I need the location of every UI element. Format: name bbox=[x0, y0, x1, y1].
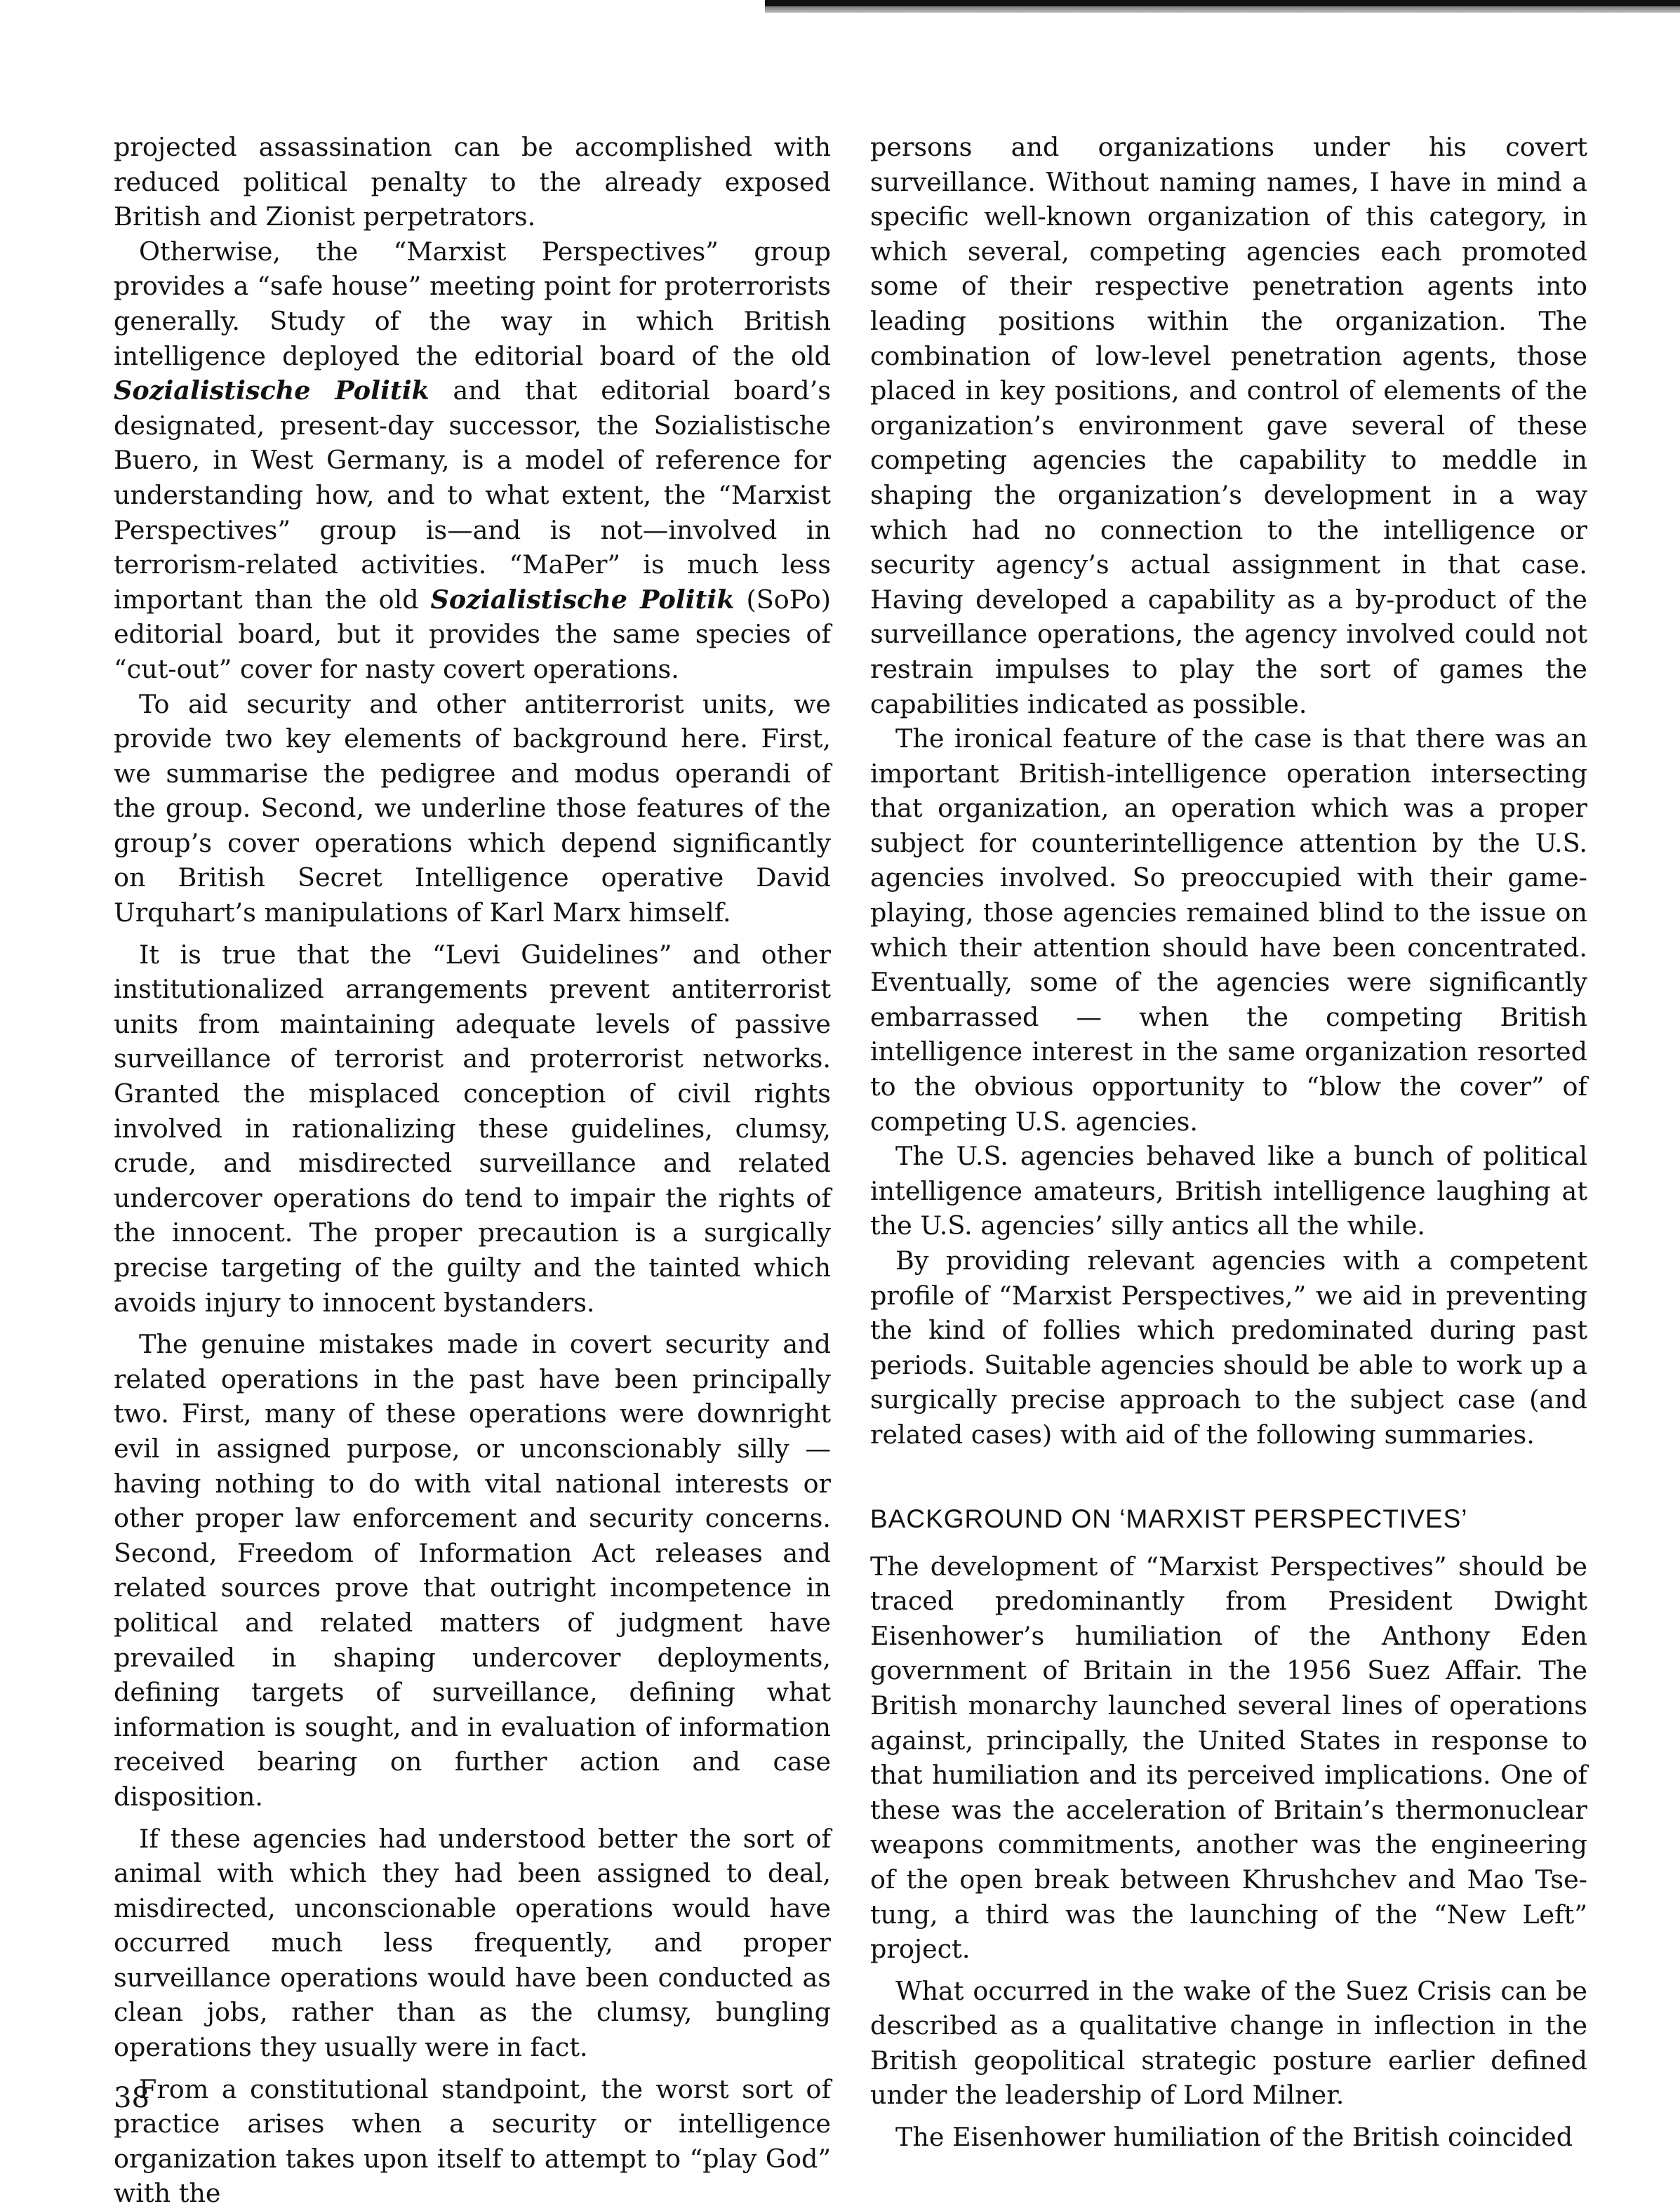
top-rule bbox=[765, 0, 1680, 13]
paragraph: It is true that the “Levi Guidelines” and other institutionalized arrangements prevent antiterrorist units from maintaining adequate levels of passive surveillance of terrorist and proterrorist networks. Granted the misplaced conception of civil rights involved in rationalizing these guidelines, clumsy, crude, and misdirected surveillance and related undercover operations do tend to impair the rights of the innocent. The proper precaution is a surgically precise targeting of the guilty and the tainted which avoids injury to innocent bystanders. bbox=[114, 939, 831, 1318]
paragraph: The Eisenhower humiliation of the British coincided bbox=[895, 2122, 1573, 2153]
paragraph: projected assassination can be accomplished with reduced political penalty to the already exposed British and Zionist perpetrators. bbox=[114, 132, 831, 232]
text-run: and that editorial board’s designated, present-day successor, the Sozialistische Buero, in West Germany, is a model of reference for understanding how, and to what extent, the “Marxist Perspectives” group is—and is not—involved in terrorism-related activities. “MaPer” is much less important than the old bbox=[114, 375, 831, 615]
paragraph: The development of “Marxist Perspectives” should be traced predominantly from President Dwight Eisenhower’s humiliation of the Anthony Eden government of Britain in the 1956 Suez Affair. The British monarchy launched several lines of operations against, principally, the United States in response to that humiliation and its perceived implications. One of these was the acceleration of Britain’s thermonuclear weapons commitments, another was the engineering of the open break between Khrushchev and Mao Tse-tung, a third was the launching of the “New Left” project. bbox=[870, 1551, 1587, 1965]
paragraph: From a constitutional standpoint, the worst sort of practice arises when a security or intelligence organization takes upon itself to attempt to “play God” with the bbox=[114, 2073, 831, 2209]
right-column bbox=[870, 130, 1587, 2155]
paragraph bbox=[114, 234, 831, 687]
italic-title: Sozialistische Politik bbox=[430, 584, 735, 615]
section-heading: BACKGROUND ON ‘MARXIST PERSPECTIVES’ bbox=[870, 1504, 1468, 1533]
paragraph: The U.S. agencies behaved like a bunch of political intelligence amateurs, British intelligence laughing at the U.S. agencies’ silly antics all the while. bbox=[870, 1141, 1587, 1241]
text-run: (SoPo) editorial board, but it provides the same species of “cut-out” cover for nasty covert operations. bbox=[114, 584, 831, 684]
text-run: Otherwise, the “Marxist Perspectives” group provides a “safe house” meeting point for proterrorists generally. Study of the way in which British intelligence deployed the editorial board of the old bbox=[114, 236, 831, 371]
paragraph: By providing relevant agencies with a competent profile of “Marxist Perspectives,” we aid in preventing the kind of follies which predominated during past periods. Suitable agencies should be able to work up a surgically precise approach to the subject case (and related cases) with aid of the following summaries. bbox=[870, 1245, 1587, 1450]
paragraph: persons and organizations under his covert surveillance. Without naming names, I have in mind a specific well-known organization of this category, in which several, competing agencies each promoted some of their respective penetration agents into leading positions within the organization. The combination of low-level penetration agents, those placed in key positions, and control of elements of the organization’s environment gave several of these competing agencies the capability to meddle in shaping the organization’s development in a way which had no connection to the intelligence or security agency’s actual assignment in that case. Having developed a capability as a by-product of the surveillance operations, the agency involved could not restrain impulses to play the sort of games the capabilities indicated as possible. bbox=[870, 132, 1587, 719]
page-number: 38 bbox=[114, 2082, 149, 2114]
paragraph: The ironical feature of the case is that there was an important British-intelligence operation intersecting that organization, an operation which was a proper subject for counterintelligence attention by the U.S. agencies involved. So preoccupied with their game-playing, those agencies remained blind to the issue on which their attention should have been concentrated. Eventually, some of the agencies were significantly embarrassed — when the competing British intelligence interest in the same organization resorted to the obvious opportunity to “blow the cover” of competing U.S. agencies. bbox=[870, 723, 1587, 1137]
paragraph: If these agencies had understood better the sort of animal with which they had been assigned to deal, misdirected, unconscionable operations would have occurred much less frequently, and proper surveillance operations would have been conducted as clean jobs, rather than as the clumsy, bungling operations they usually were in fact. bbox=[114, 1823, 831, 2063]
paragraph: The genuine mistakes made in covert security and related operations in the past have been principally two. First, many of these operations were downright evil in assigned purpose, or unconscionably silly — having nothing to do with vital national interests or other proper law enforcement and security concerns. Second, Freedom of Information Act releases and related sources prove that outright incompetence in political and related matters of judgment have prevailed in shaping undercover deployments, defining targets of surveillance, defining what information is sought, and in evaluation of information received bearing on further action and case disposition. bbox=[114, 1329, 831, 1812]
left-column bbox=[114, 130, 831, 2211]
italic-title: Sozialistische Politik bbox=[114, 375, 429, 406]
paragraph: What occurred in the wake of the Suez Crisis can be described as a qualitative change in inflection in the British geopolitical strategic posture earlier defined under the leadership of Lord Milner. bbox=[870, 1975, 1587, 2111]
paragraph: To aid security and other antiterrorist units, we provide two key elements of background here. First, we summarise the pedigree and modus operandi of the group. Second, we underline those features of the group’s cover operations which depend significantly on British Secret Intelligence operative David Urquhart’s manipulations of Karl Marx himself. bbox=[114, 688, 831, 928]
